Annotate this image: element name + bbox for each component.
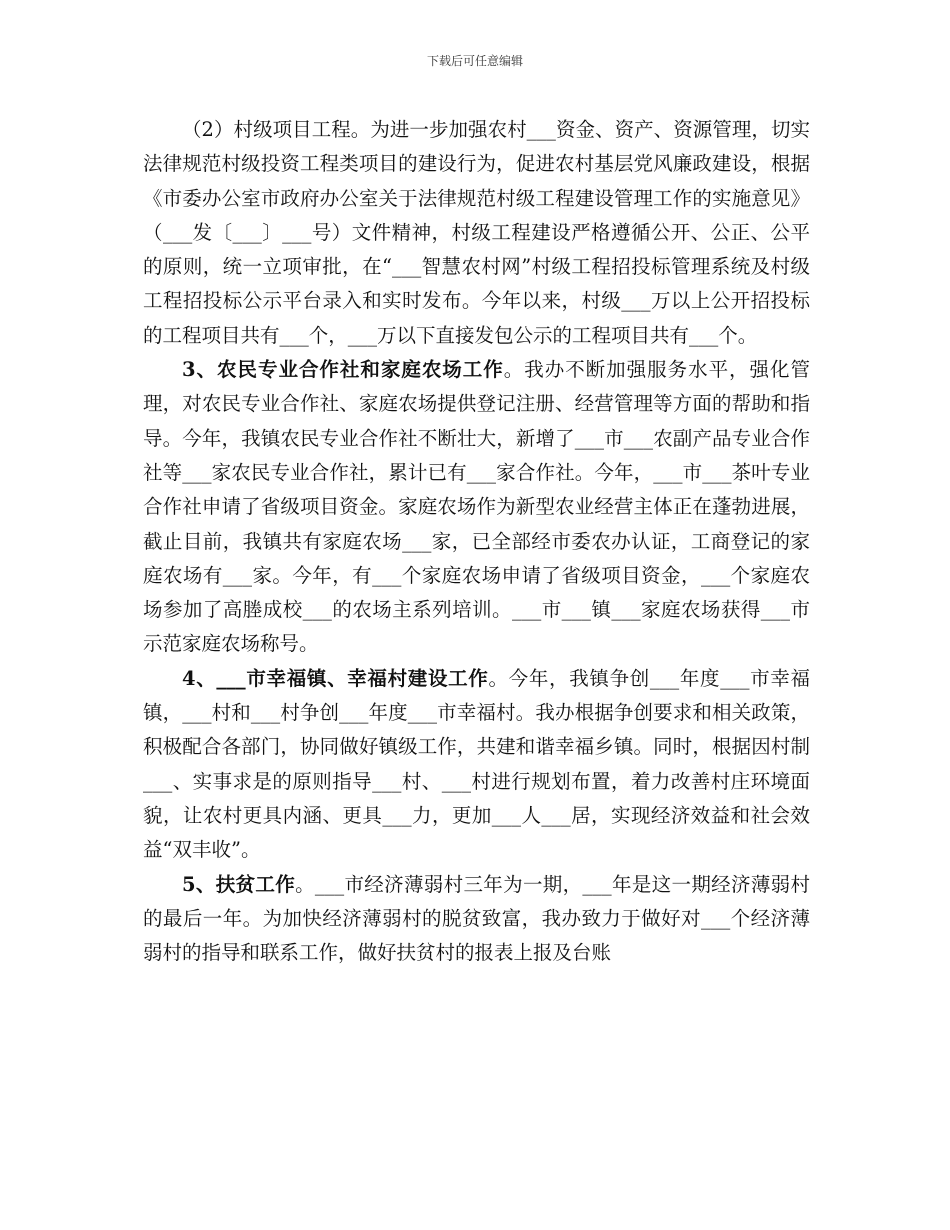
paragraph-happy-town bbox=[143, 662, 810, 868]
paragraph-text: 。今年，我镇争创___年度___市幸福镇，___村和___村争创___年度___市幸福村。我办根据争创要求和相关政策，积极配合各部门，协同做好镇级工作，共建和谐幸福乡镇。同时，根据因村制___、实事求是的原则指导___村、___村进行规划布置，着力改善村庄环境面貌，让农村更具内涵、更具___力，更加___人___居，实现经济效益和社会效益“双丰收”。 bbox=[143, 666, 810, 862]
paragraph-text: 。我办不断加强服务水平，强化管理，对农民专业合作社、家庭农场提供登记注册、经营管理等方面的帮助和指导。今年，我镇农民专业合作社不断壮大，新增了___市___农副产品专业合作社等___家农民专业合作社，累计已有___家合作社。今年，___市___茶叶专业合作社申请了省级项目资金。家庭农场作为新型农业经营主体正在蓬勃进展，截止目前，我镇共有家庭农场___家，已全部经市委农办认证，工商登记的家庭农场有___家。今年，有___个家庭农场申请了省级项目资金，___个家庭农场参加了高塍成校___的农场主系列培训。___市___镇___家庭农场获得___市示范家庭农场称号。 bbox=[143, 358, 810, 656]
paragraph-cooperatives bbox=[143, 353, 810, 662]
paragraph-text: （2）村级项目工程。为进一步加强农村___资金、资产、资源管理，切实法律规范村级投资工程类项目的建设行为，促进农村基层党风廉政建设，根据《市委办公室市政府办公室关于法律规范村级工程建设管理工作的实施意见》（___发〔___〕___号）文件精神，村级工程建设严格遵循公开、公正、公平的原则，统一立项审批，在“___智慧农村网”村级工程招投标管理系统及村级工程招投标公示平台录入和实时发布。今年以来，村级___万以上公开招投标的工程项目共有___个，___万以下直接发包公示的工程项目共有___个。 bbox=[143, 118, 810, 347]
paragraph-heading: 5、扶贫工作 bbox=[182, 872, 296, 896]
paragraph-heading: 4、___市幸福镇、幸福村建设工作 bbox=[182, 666, 489, 690]
paragraph-text: 。___市经济薄弱村三年为一期，___年是这一期经济薄弱村的最后一年。为加快经济薄弱村的脱贫致富，我办致力于做好对___个经济薄弱村的指导和联系工作，做好扶贫村的报表上报及台账 bbox=[143, 872, 810, 965]
paragraph-poverty-relief bbox=[143, 868, 810, 971]
paragraph-heading: 3、农民专业合作社和家庭农场工作 bbox=[182, 358, 504, 382]
paragraph-village-projects bbox=[143, 113, 810, 353]
document-body bbox=[143, 113, 810, 970]
page-header: 下载后可任意编辑 bbox=[426, 54, 523, 68]
